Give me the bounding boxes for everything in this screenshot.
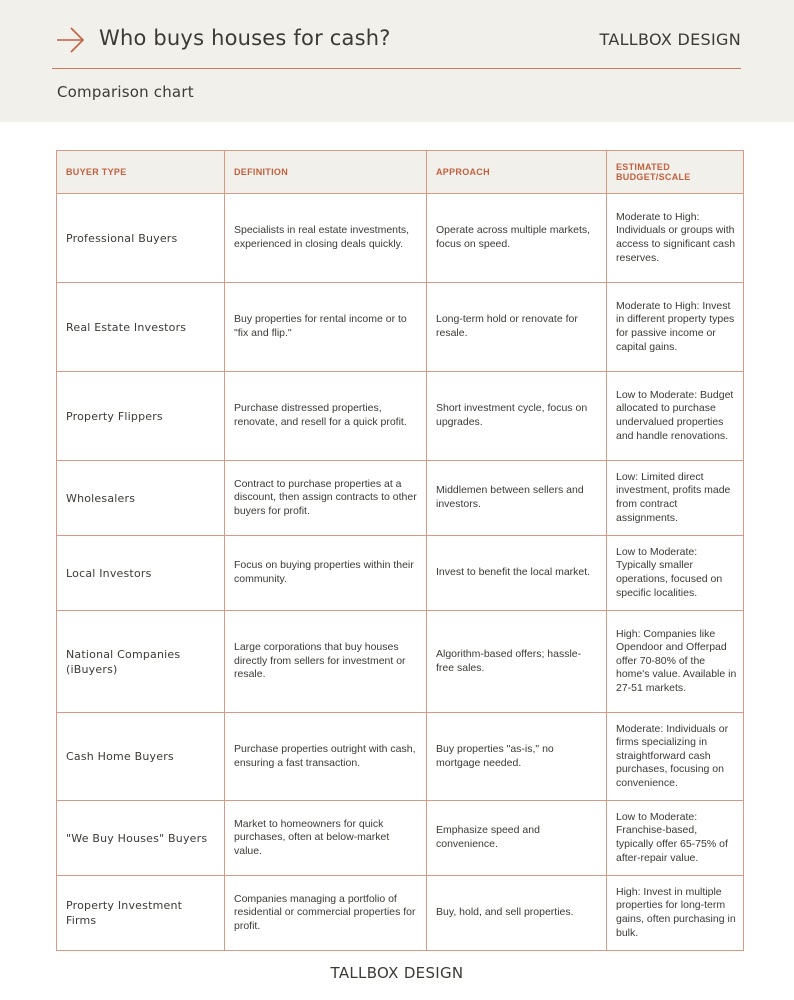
budget-cell: High: Companies like Opendoor and Offerpad offer 70-80% of the home's value. Available in 27-51 markets. — [607, 611, 744, 713]
buyer-type-cell: Property Investment Firms — [57, 876, 225, 951]
approach-cell: Buy, hold, and sell properties. — [427, 876, 607, 951]
comparison-table — [56, 150, 744, 951]
page-subtitle: Comparison chart — [57, 83, 194, 101]
table-row — [57, 372, 744, 461]
approach-cell: Operate across multiple markets, focus on speed. — [427, 194, 607, 283]
buyer-type-cell: Local Investors — [57, 536, 225, 611]
column-header-definition: DEFINITION — [225, 151, 427, 194]
buyer-type-cell: Wholesalers — [57, 461, 225, 536]
definition-cell: Companies managing a portfolio of residential or commercial properties for profit. — [225, 876, 427, 951]
page-title: Who buys houses for cash? — [99, 26, 391, 50]
table-row — [57, 611, 744, 713]
table-row — [57, 876, 744, 951]
table-header-row — [57, 151, 744, 194]
table-row — [57, 283, 744, 372]
approach-cell: Middlemen between sellers and investors. — [427, 461, 607, 536]
definition-cell: Buy properties for rental income or to "fix and flip." — [225, 283, 427, 372]
column-header-buyer-type: BUYER TYPE — [57, 151, 225, 194]
approach-cell: Algorithm-based offers; hassle-free sales. — [427, 611, 607, 713]
definition-cell: Purchase properties outright with cash, ensuring a fast transaction. — [225, 713, 427, 801]
buyer-type-cell: Professional Buyers — [57, 194, 225, 283]
definition-cell: Large corporations that buy houses directly from sellers for investment or resale. — [225, 611, 427, 713]
approach-cell: Long-term hold or renovate for resale. — [427, 283, 607, 372]
buyer-type-cell: Cash Home Buyers — [57, 713, 225, 801]
budget-cell: High: Invest in multiple properties for long-term gains, often purchasing in bulk. — [607, 876, 744, 951]
approach-cell: Buy properties "as-is," no mortgage needed. — [427, 713, 607, 801]
definition-cell: Market to homeowners for quick purchases, often at below-market value. — [225, 801, 427, 876]
table-row — [57, 461, 744, 536]
budget-cell: Low to Moderate: Typically smaller operations, focused on specific localities. — [607, 536, 744, 611]
budget-cell: Moderate to High: Invest in different property types for passive income or capital gains. — [607, 283, 744, 372]
definition-cell: Focus on buying properties within their community. — [225, 536, 427, 611]
page-header — [0, 0, 794, 122]
arrow-right-icon — [56, 26, 86, 54]
definition-cell: Contract to purchase properties at a discount, then assign contracts to other buyers for profit. — [225, 461, 427, 536]
buyer-type-cell: National Companies (iBuyers) — [57, 611, 225, 713]
budget-cell: Low to Moderate: Franchise-based, typically offer 65-75% of after-repair value. — [607, 801, 744, 876]
definition-cell: Specialists in real estate investments, experienced in closing deals quickly. — [225, 194, 427, 283]
table-row — [57, 713, 744, 801]
budget-cell: Low: Limited direct investment, profits made from contract assignments. — [607, 461, 744, 536]
table-row — [57, 801, 744, 876]
budget-cell: Low to Moderate: Budget allocated to purchase undervalued properties and handle renovations. — [607, 372, 744, 461]
buyer-type-cell: Real Estate Investors — [57, 283, 225, 372]
table-row — [57, 536, 744, 611]
buyer-type-cell: Property Flippers — [57, 372, 225, 461]
approach-cell: Short investment cycle, focus on upgrades. — [427, 372, 607, 461]
approach-cell: Emphasize speed and convenience. — [427, 801, 607, 876]
budget-cell: Moderate to High: Individuals or groups with access to significant cash reserves. — [607, 194, 744, 283]
brand-name: TALLBOX DESIGN — [599, 30, 741, 49]
header-divider — [52, 68, 741, 69]
column-header-approach: APPROACH — [427, 151, 607, 194]
buyer-type-cell: "We Buy Houses" Buyers — [57, 801, 225, 876]
table-row — [57, 194, 744, 283]
footer-brand: TALLBOX DESIGN — [330, 964, 464, 982]
approach-cell: Invest to benefit the local market. — [427, 536, 607, 611]
budget-cell: Moderate: Individuals or firms specializing in straightforward cash purchases, focusing on convenience. — [607, 713, 744, 801]
definition-cell: Purchase distressed properties, renovate, and resell for a quick profit. — [225, 372, 427, 461]
column-header-budget: ESTIMATED BUDGET/SCALE — [607, 151, 744, 194]
